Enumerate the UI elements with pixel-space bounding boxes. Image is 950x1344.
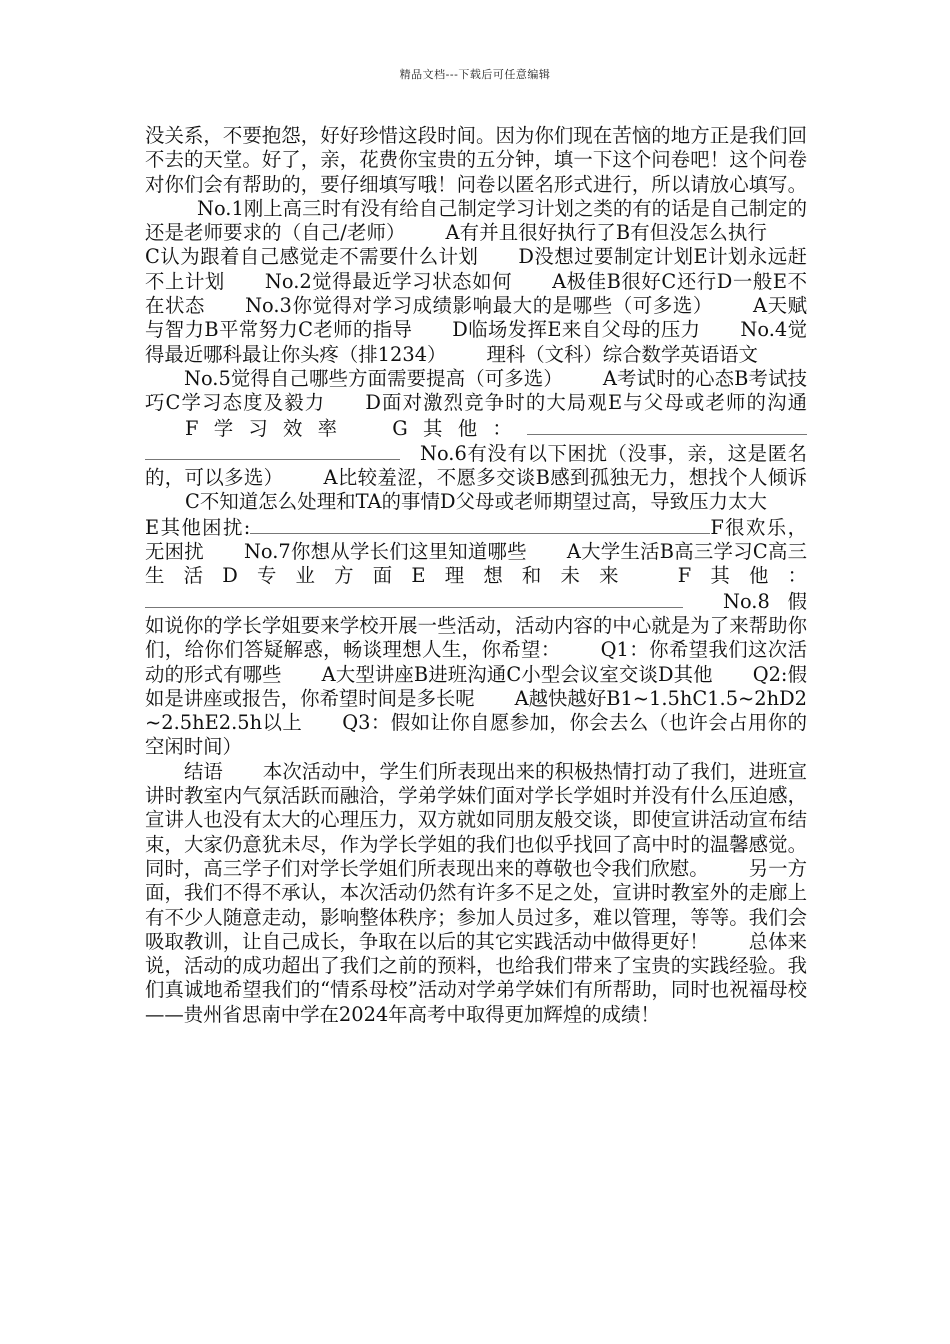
q7-other-blank (145, 589, 605, 608)
q6-question: No.6有没有以下困扰（没事，亲，这是匿名的，可以多选） (145, 441, 807, 490)
q7-other-blank-cont (605, 589, 683, 608)
document-body (145, 124, 807, 1027)
q7-question: No.7你想从学长们这里知道哪些 (243, 540, 527, 564)
q6-option-a: A比较羞涩，不愿多交谈B感到孤独无力，想找个人倾诉 (323, 466, 807, 490)
q6-option-c: C不知道怎么处理和TA的事情D父母或老师期望过高，导致压力太大 (185, 490, 767, 514)
q3-question: No.3你觉得对学习成绩影响最大的是哪些（可多选） (245, 294, 713, 318)
q6-other-blank-cont (490, 515, 710, 534)
questionnaire-paragraph (145, 124, 807, 367)
q5-question: No.5觉得自己哪些方面需要提高（可多选） (184, 366, 563, 390)
q5-option-g: G其他： (392, 416, 527, 440)
q8-sub-q3: Q3：假如让你自愿参加，你会去么（也许会占用你的空闲时间） (145, 711, 807, 759)
q7-option-a: A大学生活B高三学习C高三生活D专业方面E理想和未来 (145, 540, 807, 588)
q8-sub-q1-options: A大型讲座B进班沟通C小型会议室交谈D其他 (321, 662, 713, 686)
intro-text: 没关系，不要抱怨，好好珍惜这段时间。因为你们现在苦恼的地方正是我们回不去的天堂。好了，亲，花费你宝贵的五分钟，填一下这个问卷吧！这个问卷对你们会有帮助的，要仔细填写哦！问卷以匿名形式进行，所以请放心填写。 (145, 124, 807, 196)
q8-question: No.8假如说你的学长学姐要来学校开展一些活动，活动内容的中心就是为了来帮助你们，给你们答疑解惑，畅谈理想人生，你希望： (145, 589, 807, 662)
q8-sub-q2: Q2:假如是讲座或报告，你希望时间是多长呢 (145, 662, 807, 710)
q5-option-f: F学习效率 (185, 416, 353, 440)
q8-sub-q1: Q1：你希望我们这次活动的形式有哪些 (145, 638, 808, 686)
q5-paragraph (145, 367, 807, 760)
page-header: 精品文档---下载后可任意编辑 (399, 68, 551, 81)
q6-other-blank (250, 515, 490, 534)
conclusion-text-2: 另一方面，我们不得不承认，本次活动仍然有许多不足之处，宣讲时教室外的走廊上有不少人随意走动，影响整体秩序；参加人员过多，难以管理，等等。我们会吸取教训，让自己成长，争取在以后的其它实践活动中做得更好！ (145, 856, 807, 953)
q3-option-a: A天赋与智力B平常努力C老师的指导 (145, 294, 807, 342)
q3-option-d: D临场发挥E来自父母的压力 (452, 318, 701, 342)
q1-option-a: A有并且很好执行了B有但没怎么执行 (445, 221, 767, 245)
q1-option-c: C认为跟着自己感觉走不需要什么计划 (145, 245, 479, 269)
q7-option-f: F其他： (677, 564, 807, 588)
q8-sub-q2-options: B1~1.5hC1.5~2hD2~2.5hE2.5h以上 (145, 686, 808, 735)
q1-question: No.1刚上高三时有没有给自己制定学习计划之类的有的话是自己制定的还是老师要求的（自己/老师） (145, 196, 807, 245)
q4-question: No.4觉得最近哪科最让你头疼（排1234） (145, 318, 807, 366)
q5-other-blank (527, 416, 807, 435)
q6-option-e: E其他困扰: (145, 515, 251, 539)
q1-option-d: D没想过要制定计划E计划永远赶不上计划 (145, 245, 808, 293)
q2-options: A极佳B很好C还行D一般E不在状态 (145, 269, 807, 318)
conclusion-text-1: 本次活动中，学生们所表现出来的积极热情打动了我们，进班宣讲时教室内气氛活跃而融洽，学弟学妹们面对学长学姐时并没有什么压迫感，宣讲人也没有太大的心理压力，双方就如同朋友般交谈，即使宣讲活动宣布结束，大家仍意犹未尽，作为学长学姐的我们也似乎找回了高中时的温馨感觉。同时，高三学子们对学长学姐们所表现出来的尊敬也令我们欣慰。 (145, 759, 808, 880)
conclusion-paragraph (145, 760, 807, 1027)
conclusion-text-3: 总体来说，活动的成功超出了我们之前的预料，也给我们带来了宝贵的实践经验。我们真诚地希望我们的“情系母校”活动对学弟学妹们有所帮助，同时也祝福母校——贵州省思南中学在2024年高考中取得更加辉煌的成绩！ (145, 929, 807, 1026)
q6-option-f: F很欢乐，无困扰 (145, 515, 807, 564)
q5-option-a: A考试时的心态B考试技巧C学习态度及毅力 (145, 366, 807, 415)
q8-sub-q2-option-a: A越快越好 (514, 686, 607, 710)
q5-other-blank-cont (145, 441, 400, 460)
conclusion-label: 结语 (184, 759, 223, 783)
q5-option-d: D面对激烈竞争时的大局观E与父母或老师的沟通 (365, 391, 808, 415)
q2-question: No.2觉得最近学习状态如何 (264, 269, 513, 293)
q4-options: 理科（文科）综合数学英语语文 (486, 342, 758, 366)
